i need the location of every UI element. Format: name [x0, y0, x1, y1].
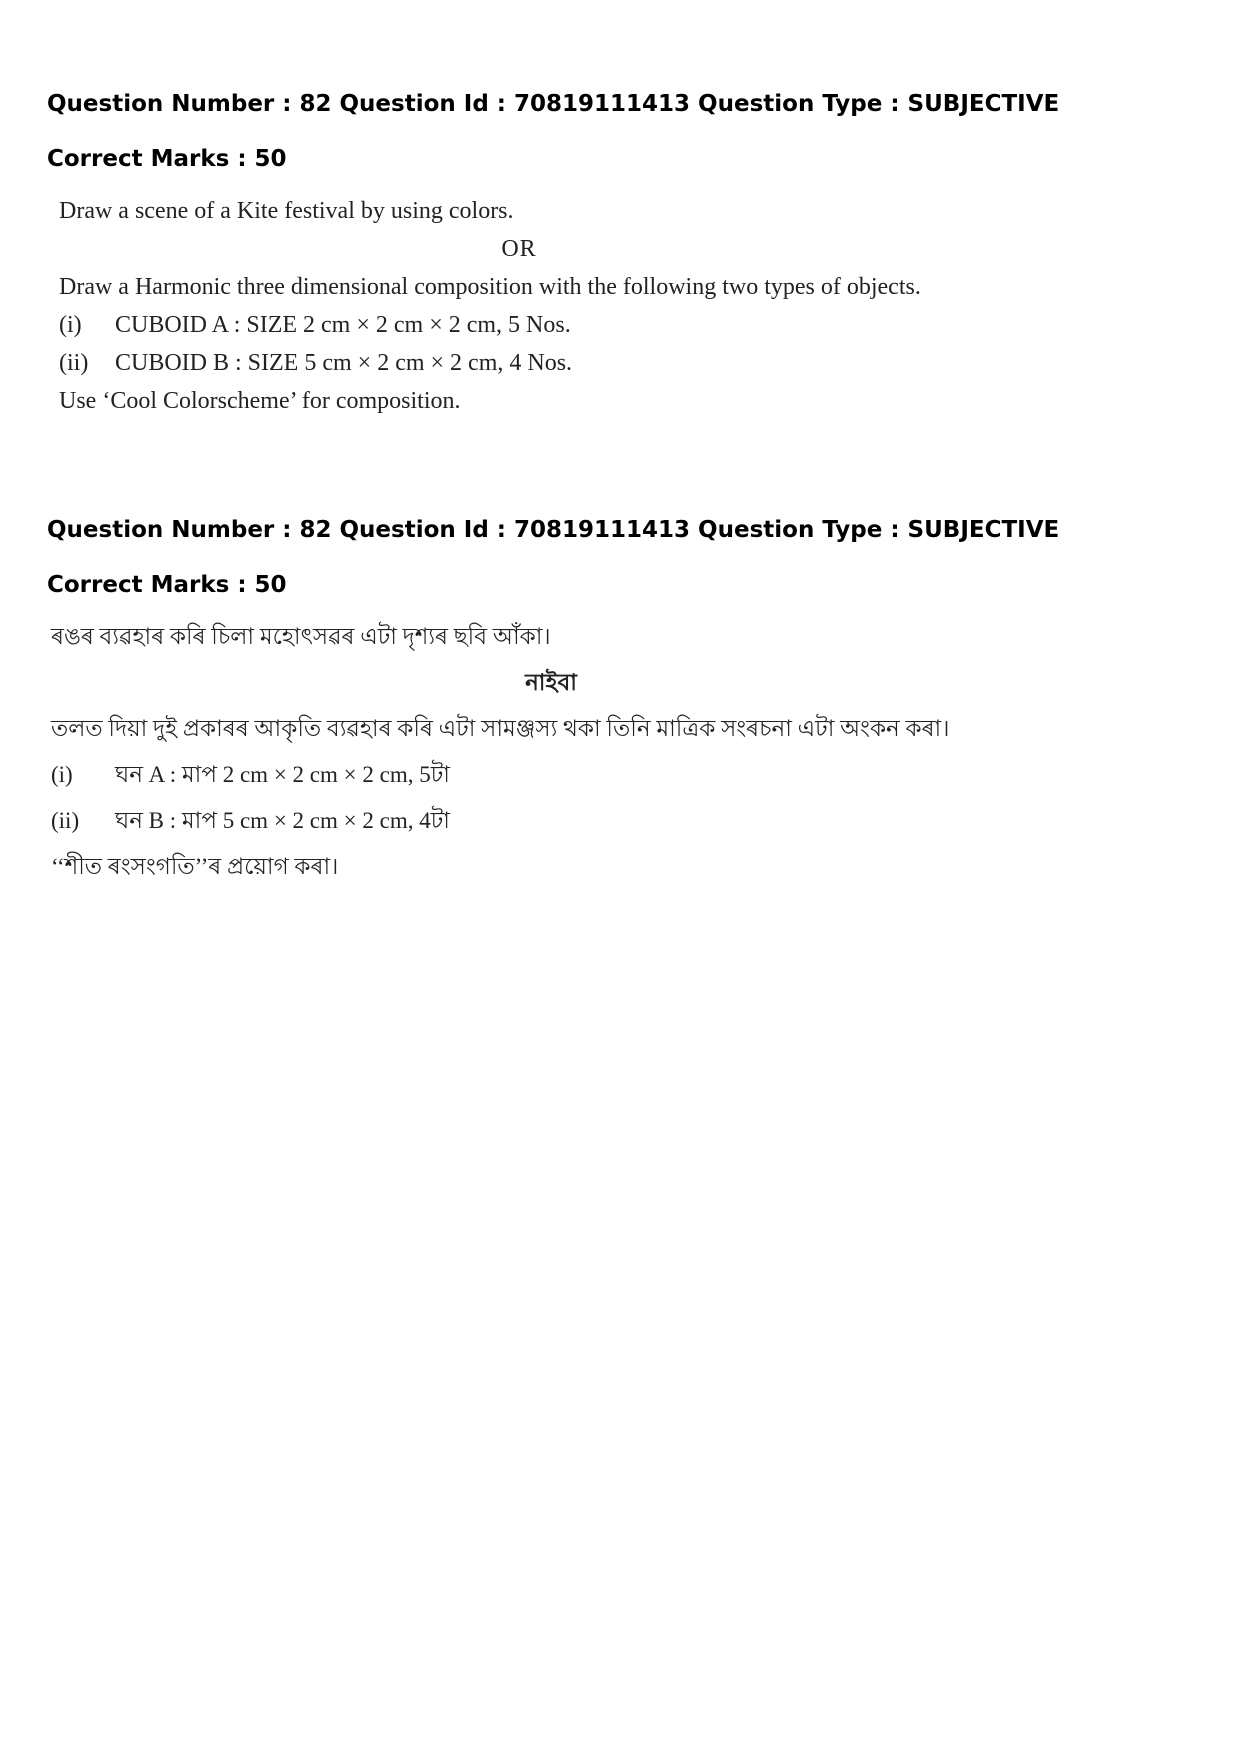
question-header: Question Number : 82 Question Id : 70819111413 Question Type : SUBJECTIVE [47, 517, 1060, 543]
question-line: তলত দিয়া দুই প্ৰকাৰৰ আকৃতি ব্যৱহাৰ কৰি এটা সামঞ্জস্য থকা তিনি মাত্ৰিক সংৰচনা এটা অংকন কৰা। [51, 716, 950, 741]
list-item [51, 752, 1187, 798]
list-item-number: (i) [59, 312, 82, 338]
list-item-number: (ii) [51, 808, 80, 833]
list-item-number: (ii) [59, 350, 89, 376]
list-item [59, 306, 1187, 344]
list-item-number: (i) [51, 762, 73, 787]
list-item-text: CUBOID A : SIZE 2 cm × 2 cm × 2 cm, 5 Nos. [115, 312, 571, 338]
or-divider: OR [501, 236, 537, 262]
list-item-text: CUBOID B : SIZE 5 cm × 2 cm × 2 cm, 4 Nos. [115, 350, 573, 376]
list-item-text: ঘন B : মাপ 5 cm × 2 cm × 2 cm, 4টা [115, 808, 450, 833]
question-line: Use ‘Cool Colorscheme’ for composition. [59, 388, 461, 414]
list-item [51, 798, 1187, 844]
correct-marks: Correct Marks : 50 [47, 146, 287, 172]
list-item [59, 344, 1187, 382]
question-block-assamese [47, 515, 1187, 890]
question-line: Draw a Harmonic three dimensional composition with the following two types of objects. [59, 274, 921, 300]
question-line: ‘‘শীত ৰংসংগতি’’ৰ প্ৰয়োগ কৰা। [51, 854, 339, 879]
question-header: Question Number : 82 Question Id : 70819111413 Question Type : SUBJECTIVE [47, 91, 1060, 117]
list-item-text: ঘন A : মাপ 2 cm × 2 cm × 2 cm, 5টা [115, 762, 450, 787]
question-line: ৰঙৰ ব্যৱহাৰ কৰি চিলা মহোৎসৱৰ এটা দৃশ্যৰ ছবি আঁকা। [51, 624, 551, 649]
question-text [47, 192, 1187, 420]
correct-marks: Correct Marks : 50 [47, 572, 287, 598]
or-divider: নাইবা [525, 670, 577, 695]
question-line: Draw a scene of a Kite festival by using colors. [59, 198, 514, 224]
question-block-english [47, 89, 1187, 420]
question-text [47, 614, 1187, 890]
